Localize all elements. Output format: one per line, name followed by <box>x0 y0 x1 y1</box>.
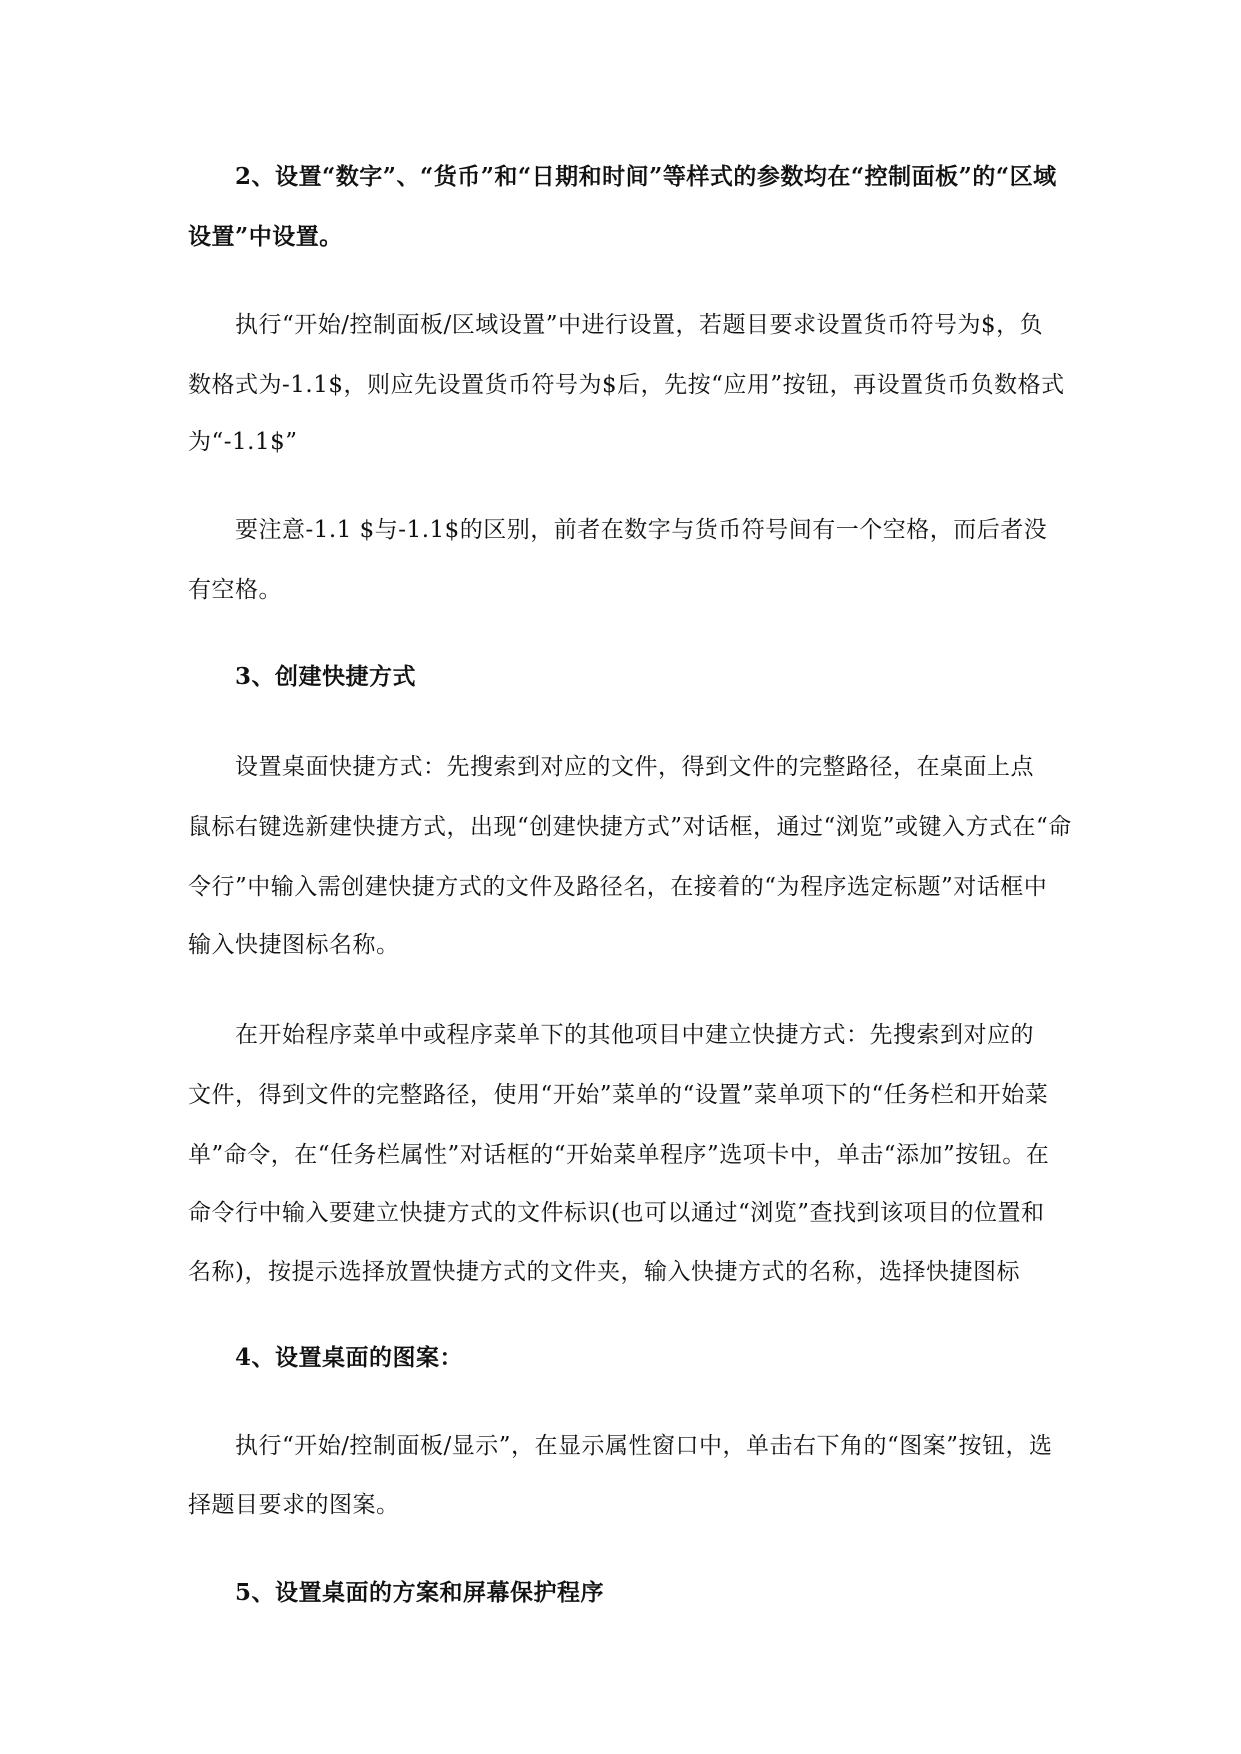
paragraph-note-line-1: 要注意-1.1 $与-1.1$的区别，前者在数字与货币符号间有一个空格，而后者没 <box>235 517 1048 543</box>
paragraph-desktop-shortcut-line-2: 鼠标右键选新建快捷方式，出现“创建快捷方式”对话框，通过“浏览”或键入方式在“命 <box>188 814 1072 840</box>
paragraph-pattern-line-2: 择题目要求的图案。 <box>188 1492 400 1518</box>
paragraph-startmenu-line-2: 文件，得到文件的完整路径，使用“开始”菜单的“设置”菜单项下的“任务栏和开始菜 <box>188 1082 1049 1108</box>
paragraph-currency-line-1: 执行“开始/控制面板/区域设置”中进行设置，若题目要求设置货币符号为$，负 <box>235 312 1044 338</box>
section-heading-5: 5、设置桌面的方案和屏幕保护程序 <box>235 1579 605 1606</box>
paragraph-currency-line-2: 数格式为-1.1$，则应先设置货币符号为$后，先按“应用”按钮，再设置货币负数格式 <box>188 372 1065 398</box>
paragraph-startmenu-line-4: 命令行中输入要建立快捷方式的文件标识(也可以通过“浏览”查找到该项目的位置和 <box>188 1200 1045 1226</box>
paragraph-currency-line-3: 为“-1.1$” <box>188 429 298 455</box>
section-heading-3: 3、创建快捷方式 <box>235 663 417 690</box>
paragraph-desktop-shortcut-line-1: 设置桌面快捷方式：先搜索到对应的文件，得到文件的完整路径，在桌面上点 <box>235 754 1034 780</box>
paragraph-startmenu-line-1: 在开始程序菜单中或程序菜单下的其他项目中建立快捷方式：先搜索到对应的 <box>235 1022 1034 1048</box>
paragraph-startmenu-line-5: 名称)，按提示选择放置快捷方式的文件夹，输入快捷方式的名称，选择快捷图标 <box>188 1259 1020 1285</box>
section-heading-2-line-2: 设置”中设置。 <box>188 223 343 250</box>
section-heading-2-line-1: 2、设置“数字”、“货币”和“日期和时间”等样式的参数均在“控制面板”的“区域 <box>235 163 1057 190</box>
section-heading-4: 4、设置桌面的图案： <box>235 1344 464 1371</box>
paragraph-startmenu-line-3: 单”命令，在“任务栏属性”对话框的“开始菜单程序”选项卡中，单击“添加”按钮。在 <box>188 1142 1050 1168</box>
paragraph-desktop-shortcut-line-4: 输入快捷图标名称。 <box>188 932 400 958</box>
paragraph-note-line-2: 有空格。 <box>188 577 282 603</box>
paragraph-pattern-line-1: 执行“开始/控制面板/显示”，在显示属性窗口中，单击右下角的“图案”按钮，选 <box>235 1433 1053 1459</box>
paragraph-desktop-shortcut-line-3: 令行”中输入需创建快捷方式的文件及路径名，在接着的“为程序选定标题”对话框中 <box>188 874 1048 900</box>
